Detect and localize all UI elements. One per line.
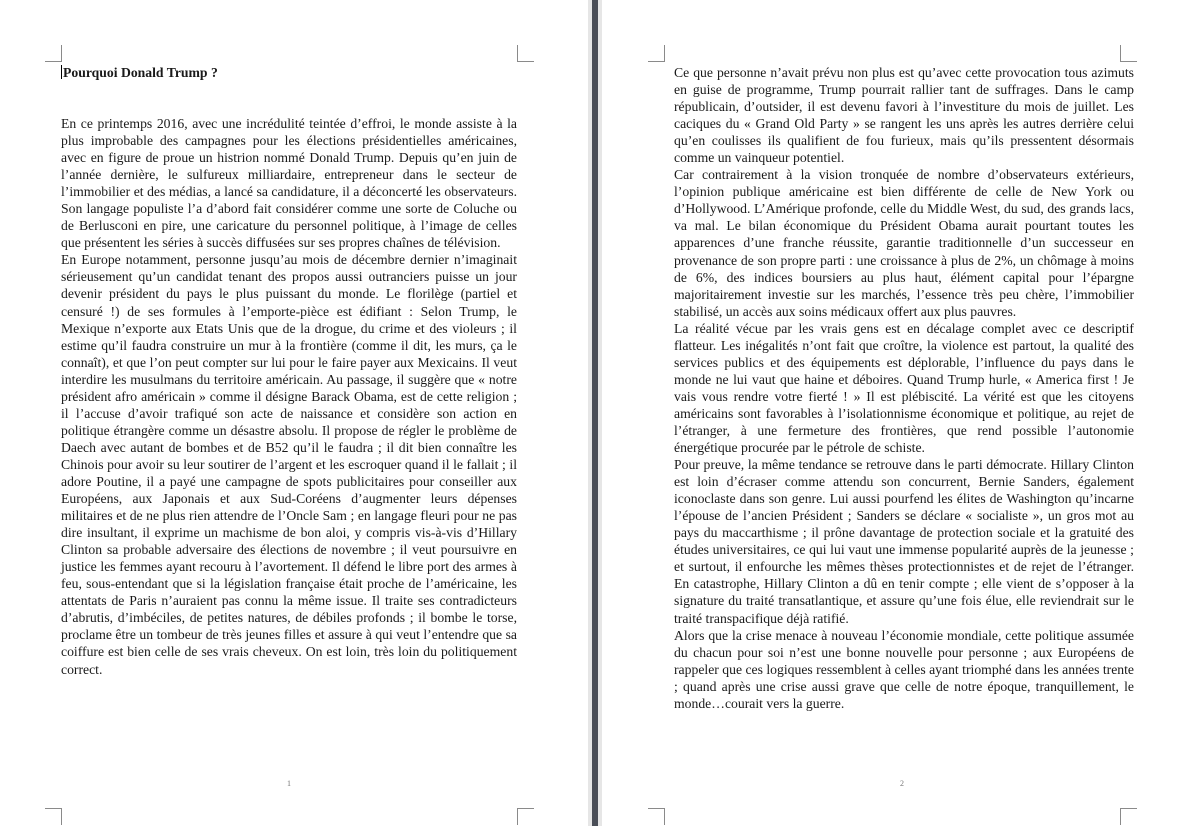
paragraph: En ce printemps 2016, avec une incrédulité teintée d’effroi, le monde assiste à la plus improbable des campagnes pour les élections présidentielles américaines, avec en figure de proue un histrion nommé Donald Trump. Depuis qu’en juin de l’année dernière, le sulfureux milliardaire, entrepreneur dans le secteur de l’immobilier et des médias, a lancé sa candidature, il a déconcerté les observateurs. Son langage populiste l’a d’abord fait considérer comme une sorte de Coluche ou de Berlusconi en pire, une caricature du personnel politique, à l’image de celles que présentent les séries à succès diffusées sur ses propres chaînes de télévision. — [61, 116, 517, 251]
paragraph: La réalité vécue par les vrais gens est en décalage complet avec ce descriptif flatteur. Les inégalités n’ont fait que croître, la violence est partout, la qualité des services publics et des équipements est déplorable, l’influence du pays dans le monde ne lui vaut que haine et déboires. Quand Trump hurle, « America first ! Je vais vous rendre votre fierté ! » Il est plébiscité. La vérité est que les citoyens américains sont favorables à l’isolationnisme économique et politique, au rejet de l’étranger, à une fermeture des frontières, que rend possible l’autonomie énergétique procurée par le pétrole de schiste. — [674, 320, 1134, 456]
corner-mark — [45, 808, 62, 825]
corner-mark — [648, 45, 665, 62]
corner-mark — [1120, 45, 1137, 62]
page-2 — [602, 0, 1200, 826]
page-1-body[interactable] — [61, 115, 517, 678]
corner-mark — [517, 45, 534, 62]
paragraph: Alors que la crise menace à nouveau l’économie mondiale, cette politique assumée du chacun pour soi n’est une bonne nouvelle pour personne ; aux Européens de rappeler que ces logiques ressemblent à celles ayant triomphé dans les années trente ; quand après une crise aussi grave que celle de notre époque, tranquillement, le monde…courait vers la guerre. — [674, 627, 1134, 711]
page-1 — [0, 0, 588, 826]
paragraph: Ce que personne n’avait prévu non plus est qu’avec cette provocation tous azimuts en guise de programme, Trump pourrait rallier tant de suffrages. Dans le camp républicain, d’outsider, il est devenu favori à l’investiture du mois de juillet. Les caciques du « Grand Old Party » se rangent les uns après les autres derrière celui qu’en coulisses ils qualifient de fou furieux, mais qu’ils pressentent désormais comme un vainqueur potentiel. — [674, 65, 1134, 166]
document-title[interactable] — [61, 64, 218, 81]
page-number: 2 — [900, 779, 904, 788]
corner-mark — [517, 808, 534, 825]
paragraph: Pour preuve, la même tendance se retrouve dans le parti démocrate. Hillary Clinton est loin d’écraser comme attendu son concurrent, Bernie Sanders, également iconoclaste dans son genre. Lui aussi pourfend les élites de Washington qu’incarne l’épouse de l’ancien Président ; Sanders se déclare « socialiste », un gros mot au pays du maccarthisme ; il prône davantage de protection sociale et la gratuité des études universitaires, ce qui lui vaut une immense popularité auprès de la jeunesse ; et surtout, il enfourche les mêmes thèses protectionnistes et de rejet de l’étranger. En catastrophe, Hillary Clinton a dû en tenir compte ; elle vient de s’opposer à la signature du traité transatlantique, et assure qu’une fois élue, elle reviendrait sur le traité transpacifique déjà ratifié. — [674, 457, 1134, 626]
corner-mark — [45, 45, 62, 62]
text-cursor — [61, 65, 62, 79]
page-separator — [588, 0, 602, 826]
title-text: Pourquoi Donald Trump ? — [63, 65, 218, 80]
page-number: 1 — [287, 779, 291, 788]
corner-mark — [1120, 808, 1137, 825]
paragraph: En Europe notamment, personne jusqu’au mois de décembre dernier n’imaginait sérieusement qu’un candidat tenant des propos aussi outranciers puisse un jour devenir président du pays le plus puissant du monde. Le florilège (partiel et censuré !) de ses formules à l’emporte-pièce est édifiant : Selon Trump, le Mexique n’exporte aux Etats Unis que de la drogue, du crime et des violeurs ; il estime qu’il faudra construire un mur à la frontière (comme il dit, les murs, ça le connaît), et que l’on peut compter sur lui pour le faire payer aux Mexicains. Il veut interdire les musulmans du territoire américain. Au passage, il suggère que « notre président afro américain » comme il désigne Barack Obama, est de cette religion ; il l’accuse d’avoir trafiqué son acte de naissance et considère son action en politique étrangère comme un désastre absolu. Il propose de régler le problème de Daech avec autant de bombes et de B52 qu’il le faudra ; il dit bien connaître les Chinois pour avoir su leur soutirer de l’argent et les escroquer quand il le fallait ; il adore Poutine, il a payé une campagne de spots publicitaires pour conseiller aux Européens, aux Japonais et aux Sud-Coréens d’augmenter leurs dépenses militaires et de ne plus rien attendre de l’Oncle Sam ; en langage fleuri pour ne pas dire insultant, il exprime un machisme de bon aloi, y compris vis-à-vis d’Hillary Clinton sa probable adversaire des élections de novembre ; il veut poursuivre en justice les femmes ayant recouru à l’avortement. Il défend le libre port des armes à feu, sous-entendant que si la législation française était proche de l’américaine, les attentats de Paris n’auraient pas connu la même issue. Il traite ses contradicteurs d’abrutis, d’imbéciles, de petites natures, de débiles profonds ; il bombe le torse, proclame être un tombeur de très jeunes filles et assure à qui veut l’entendre que sa coiffure est bien celle de ses vrais cheveux. On est loin, très loin du politiquement correct. — [61, 252, 517, 677]
paragraph: Car contrairement à la vision tronquée de nombre d’observateurs extérieurs, l’opinion publique américaine est bien différente de celle de New York ou d’Hollywood. L’Amérique profonde, celle du Middle West, du sud, des grands lacs, va mal. Le bilan économique du Président Obama aurait pourtant toutes les apparences d’une franche réussite, garantie traditionnelle d’un successeur en provenance de son propre parti : une croissance à plus de 2%, un chômage à moins de 6%, des indices boursiers au plus haut, élément capital pour l’épargne majoritairement investie sur les marchés, l’essence très peu chère, l’immobilier stabilisé, un accès aux soins médicaux offert aux plus pauvres. — [674, 167, 1134, 319]
corner-mark — [648, 808, 665, 825]
page-2-body[interactable] — [674, 64, 1134, 712]
